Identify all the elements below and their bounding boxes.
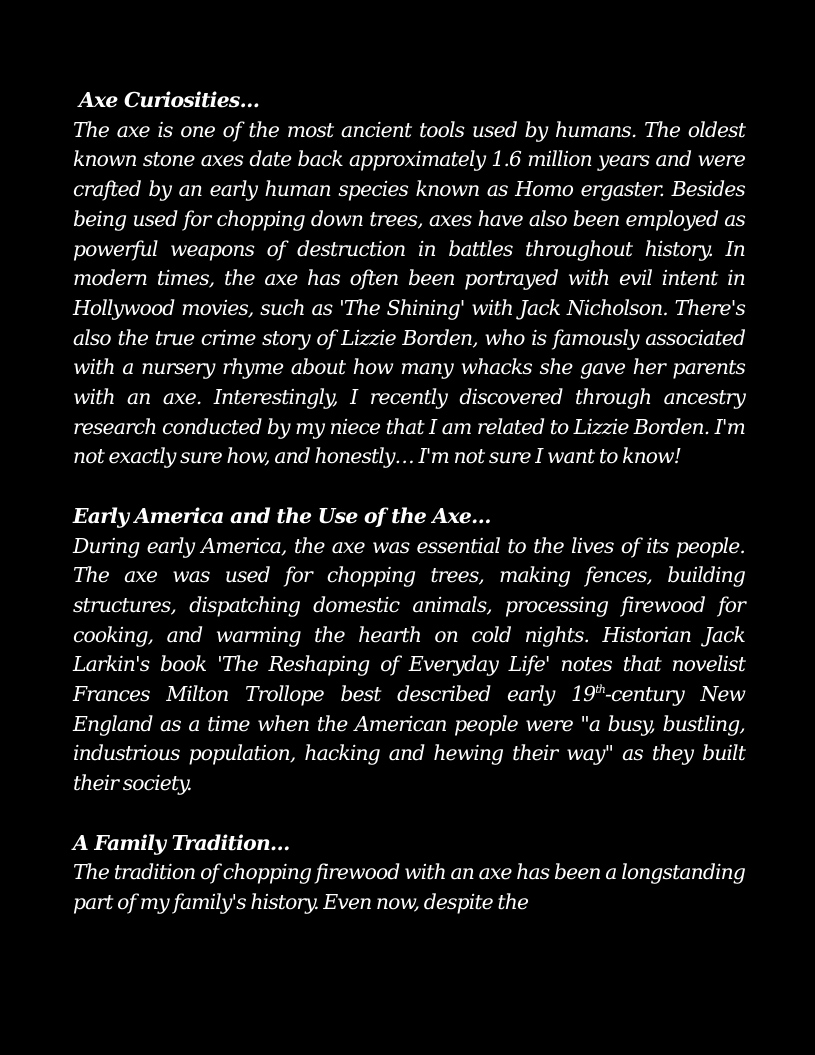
section-heading: Axe Curiosities… bbox=[79, 88, 260, 112]
section-early-america bbox=[73, 502, 745, 799]
section-heading: Early America and the Use of the Axe… bbox=[73, 503, 491, 528]
ordinal-suffix: th bbox=[595, 683, 605, 697]
paragraph-text: During early America, the axe was essential to the lives of its people. The axe was used for chopping trees, making fences, building structures, dispatching domestic animals, processing firewood for cooking, and warming the hearth on cold nights. Historian Jack Larkin's book 'The Reshaping of Everyday Life' notes that novelist Frances Milton Trollope best described early 19 bbox=[73, 533, 745, 707]
section-paragraph: The tradition of chopping firewood with an axe has been a longstanding part of my family's history. Even now, despite the bbox=[73, 860, 745, 914]
section-paragraph: The axe is one of the most ancient tools used by humans. The oldest known stone axes date back approximately 1.6 million years and were crafted by an early human species known as Homo ergaster. Besides being used for chopping down trees, axes have also been employed as powerful weapons of destruction in battles throughout history. In modern times, the axe has often been portrayed with evil intent in Hollywood movies, such as 'The Shining' with Jack Nicholson. There's also the true crime story of Lizzie Borden, who is famously associated with a nursery rhyme about how many whacks she gave her parents with an axe. Interestingly, I recently discovered through ancestry research conducted by my niece that I am related to Lizzie Borden. I'm not exactly sure how, and honestly… I'm not sure I want to know! bbox=[73, 117, 745, 469]
section-axe-curiosities bbox=[73, 86, 745, 472]
document-body bbox=[73, 86, 745, 947]
section-paragraph bbox=[73, 532, 745, 799]
paragraph-text: -century New England as a time when the American people were "a busy, bustling, industrious population, hacking and hewing their way" as they built their society. bbox=[73, 682, 745, 796]
section-heading: A Family Tradition… bbox=[73, 830, 290, 855]
section-family-tradition bbox=[73, 829, 745, 918]
